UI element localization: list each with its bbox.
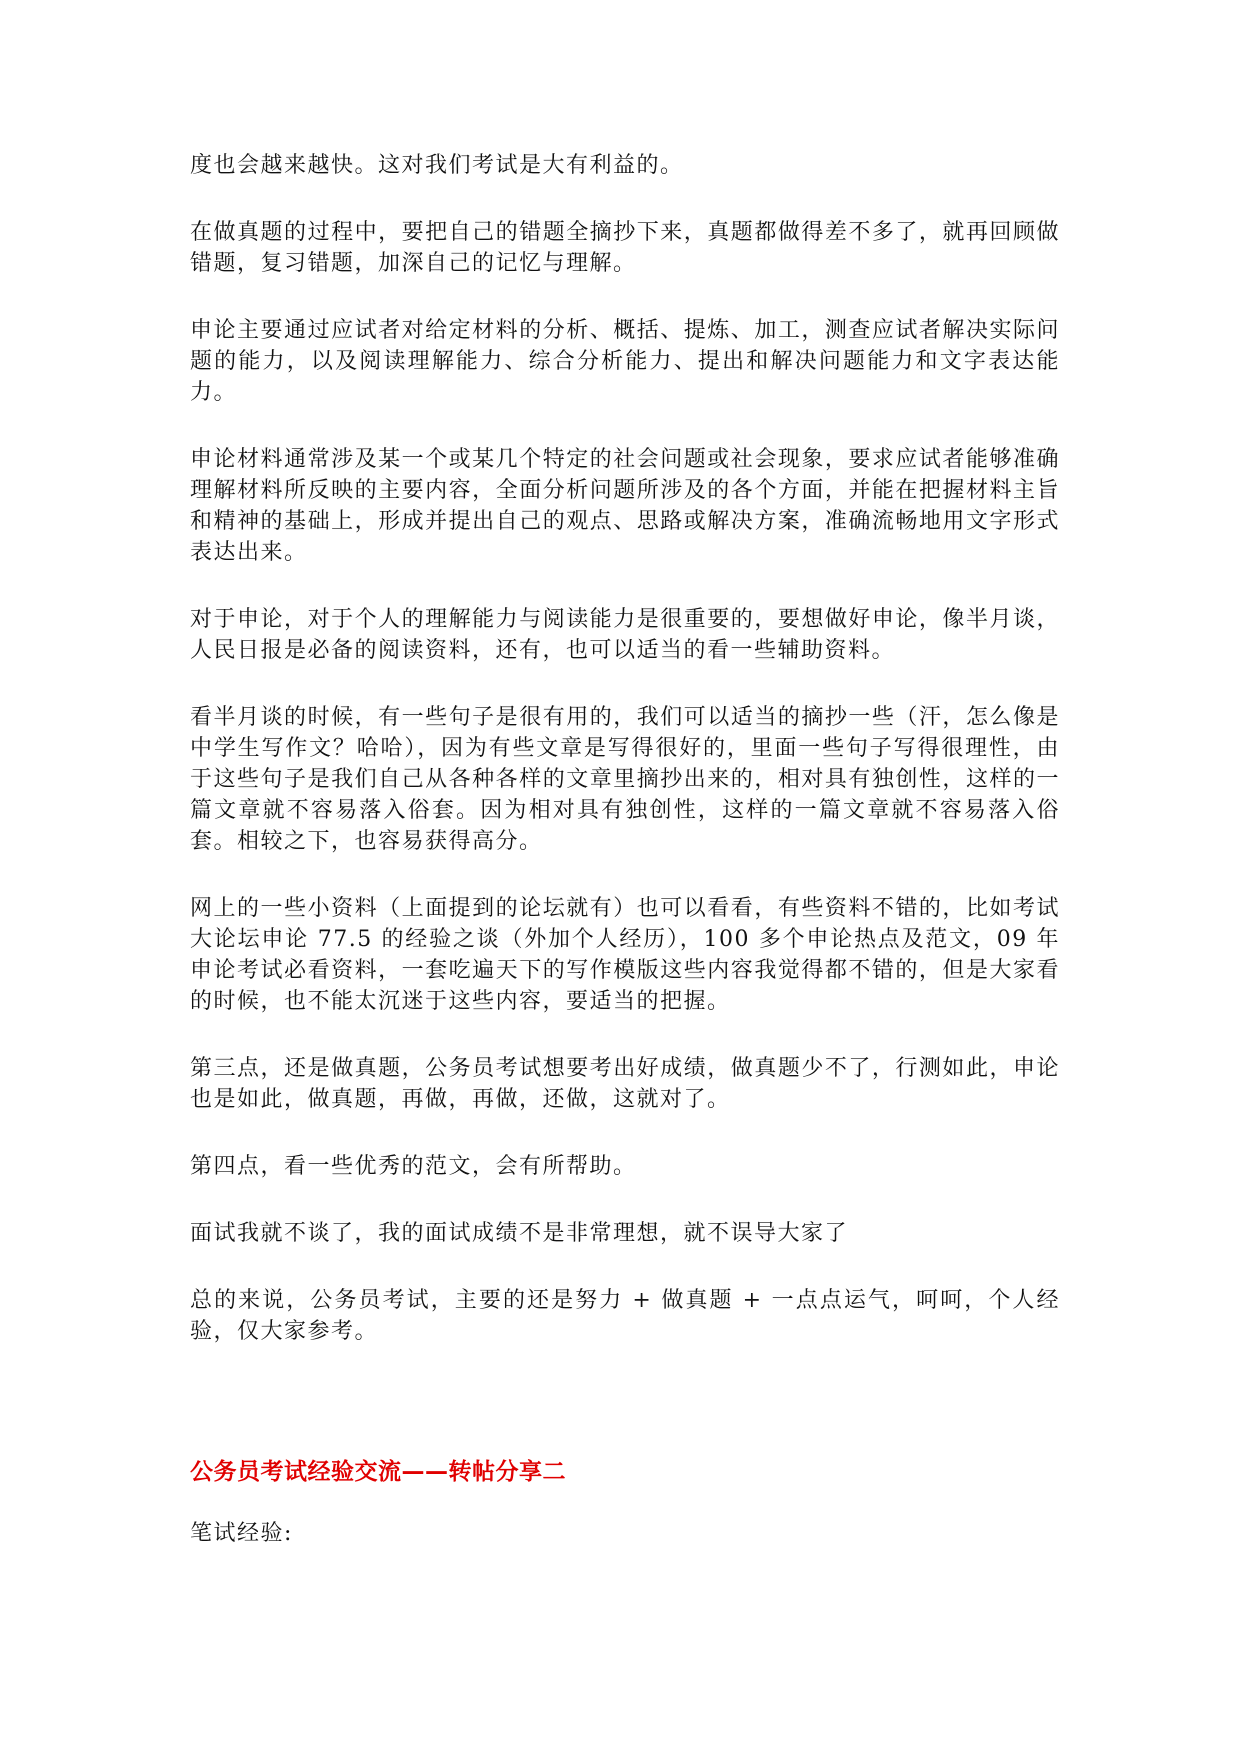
paragraph-11: 总的来说，公务员考试，主要的还是努力 + 做真题 + 一点点运气，呵呵，个人经验，仅大家参考。 (190, 1288, 1060, 1344)
paragraph-6: 看半月谈的时候，有一些句子是很有用的，我们可以适当的摘抄一些（汗，怎么像是中学生写作文？哈哈），因为有些文章是写得很好的，里面一些句子写得很理性，由于这些句子是我们自己从各种各样的文章里摘抄出来的，相对具有独创性，这样的一篇文章就不容易落入俗套。因为相对具有独创性，这样的一篇文章就不容易落入俗套。相较之下，也容易获得高分。 (190, 705, 1060, 854)
paragraph-2: 在做真题的过程中，要把自己的错题全摘抄下来，真题都做得差不多了，就再回顾做错题，复习错题，加深自己的记忆与理解。 (190, 220, 1060, 276)
paragraph-10: 面试我就不谈了，我的面试成绩不是非常理想，就不误导大家了 (190, 1221, 849, 1246)
paragraph-5: 对于申论，对于个人的理解能力与阅读能力是很重要的，要想做好申论，像半月谈，人民日报是必备的阅读资料，还有，也可以适当的看一些辅助资料。 (190, 607, 1060, 663)
paragraph-3: 申论主要通过应试者对给定材料的分析、概括、提炼、加工，测查应试者解决实际问题的能力，以及阅读理解能力、综合分析能力、提出和解决问题能力和文字表达能力。 (190, 318, 1060, 405)
subheading: 笔试经验: (190, 1521, 293, 1546)
paragraph-7: 网上的一些小资料（上面提到的论坛就有）也可以看看，有些资料不错的，比如考试大论坛申论 77.5 的经验之谈（外加个人经历），100 多个申论热点及范文，09 年申论考试必看资料，一套吃遍天下的写作模版这些内容我觉得都不错的，但是大家看的时候，也不能太沉迷于这些内容，要适当的把握。 (190, 896, 1060, 1014)
paragraph-9: 第四点，看一些优秀的范文，会有所帮助。 (190, 1154, 637, 1179)
paragraph-1: 度也会越来越快。这对我们考试是大有利益的。 (190, 153, 684, 178)
paragraph-8: 第三点，还是做真题，公务员考试想要考出好成绩，做真题少不了，行测如此，申论也是如此，做真题，再做，再做，还做，这就对了。 (190, 1056, 1060, 1112)
paragraph-4: 申论材料通常涉及某一个或某几个特定的社会问题或社会现象，要求应试者能够准确理解材料所反映的主要内容，全面分析问题所涉及的各个方面，并能在把握材料主旨和精神的基础上，形成并提出自己的观点、思路或解决方案，准确流畅地用文字形式表达出来。 (190, 447, 1060, 565)
body-text (190, 150, 1060, 1383)
section-heading: 公务员考试经验交流——转帖分享二 (190, 1459, 566, 1485)
